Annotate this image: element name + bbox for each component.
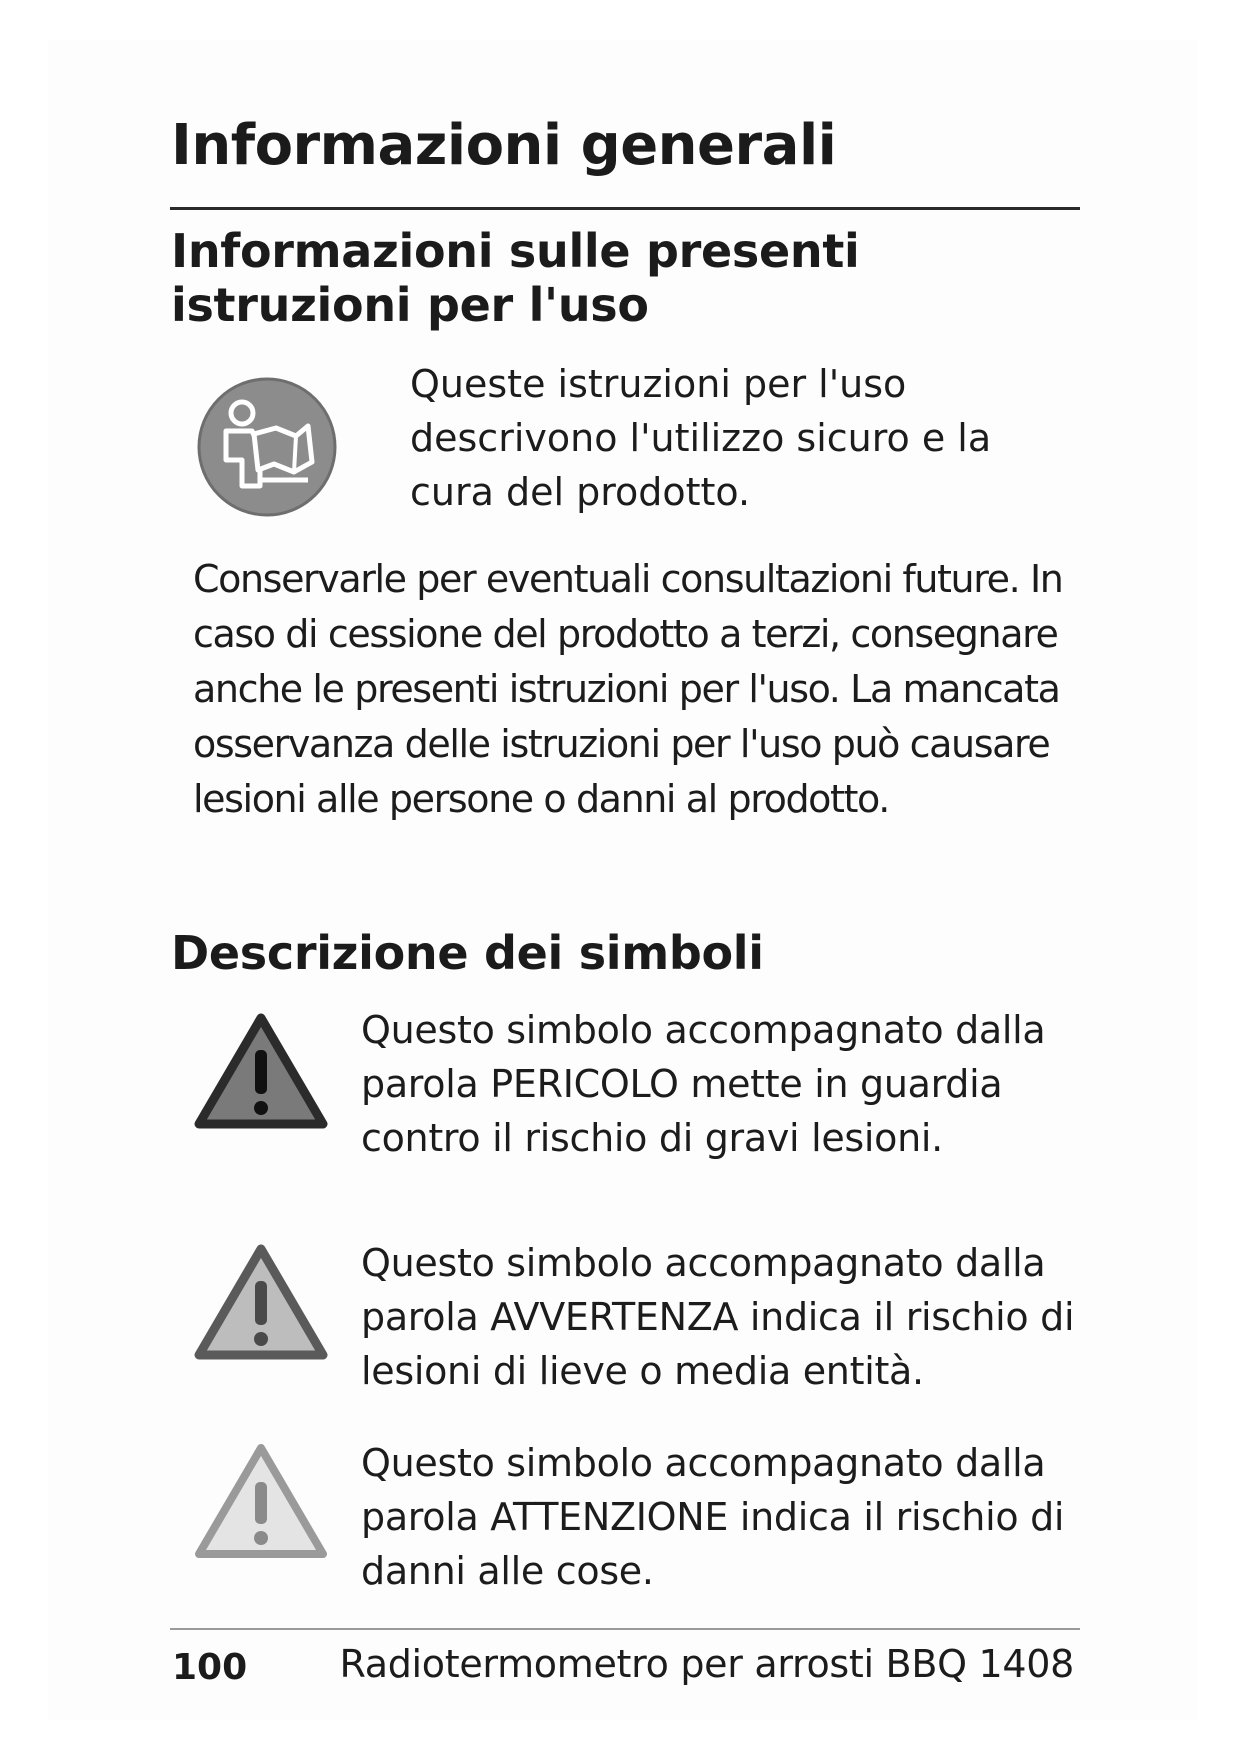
warning-triangle-icon bbox=[193, 1243, 329, 1363]
read-manual-icon bbox=[196, 376, 338, 518]
page-number: 100 bbox=[172, 1647, 248, 1688]
caution-triangle-icon bbox=[193, 1442, 329, 1562]
section-title-symbols: Descrizione dei simboli bbox=[171, 926, 764, 980]
symbol-caution-text: Questo simbolo accompagnato dalla parola ATTENZIONE indica il rischio di danni alle cose. bbox=[361, 1441, 1065, 1593]
title-divider bbox=[170, 207, 1080, 210]
danger-warning-triangle-icon bbox=[193, 1012, 329, 1132]
symbol-warning-text: Questo simbolo accompagnato dalla parola AVVERTENZA indica il rischio di lesioni di lieve o media entità. bbox=[361, 1241, 1075, 1393]
page-title: Informazioni generali bbox=[171, 113, 837, 178]
instructions-paragraph: Conservarle per eventuali consultazioni future. In caso di cessione del prodotto a terzi, consegnare anche le presenti istruzioni per l'uso. La mancata osservanza delle istruzioni per l'uso può causare lesioni alle persone o danni al prodotto. bbox=[193, 557, 1063, 821]
footer-product-title: Radiotermometro per arrosti BBQ 1408 bbox=[339, 1642, 1074, 1686]
symbol-danger-text: Questo simbolo accompagnato dalla parola PERICOLO mette in guardia contro il rischio di gravi lesioni. bbox=[361, 1008, 1046, 1160]
intro-text: Queste istruzioni per l'uso descrivono l'utilizzo sicuro e la cura del prodotto. bbox=[410, 362, 992, 514]
section-title-instructions: Informazioni sulle presenti istruzioni per l'uso bbox=[171, 224, 860, 332]
footer-divider bbox=[170, 1628, 1080, 1630]
